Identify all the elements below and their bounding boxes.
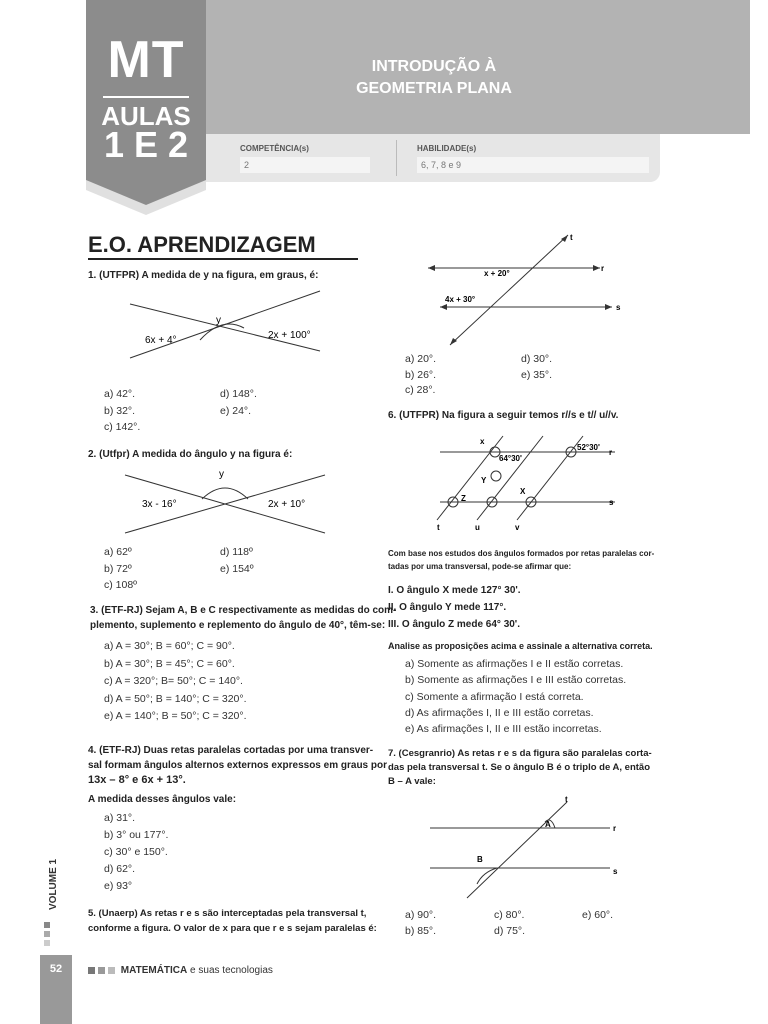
q6-option-b[interactable]: b) Somente as afirmações I e III estão corretas. [405,674,627,687]
q4-stem-line-4: A medida desses ângulos vale: [88,794,237,805]
subject-code: MT [107,31,185,89]
q6-instruction: Analise as proposições acima e assinale a alternativa correta. [388,641,653,651]
q1-option-e[interactable]: e) 24°. [220,404,252,417]
q6-option-a[interactable]: a) Somente as afirmações I e II estão corretas. [405,658,624,670]
q1-label-y: y [216,315,221,326]
q2-option-b[interactable]: b) 72º [104,562,132,575]
q5-label-t: t [570,233,573,242]
q7-label-s: s [613,867,618,876]
q3-option-c[interactable]: c) A = 320°; B= 50°; C = 140°. [104,675,243,687]
q1-option-a[interactable]: a) 42°. [104,388,136,400]
habilidade-label: HABILIDADE(s) [417,144,477,153]
chapter-title-line-2: GEOMETRIA PLANA [356,80,512,97]
q6-statements [388,582,521,633]
q3-option-a[interactable]: a) A = 30°; B = 60°; C = 90°. [104,640,235,652]
q6-label-Y: Y [481,476,487,485]
q6-figure [425,430,630,535]
question-4-stem [88,743,387,807]
question-1-stem: 1. (UTFPR) A medida de y na figura, em graus, é: [88,270,319,281]
q5-option-c[interactable]: c) 28°. [405,384,436,396]
q7-stem-line-2: das pela transversal t. Se o ângulo B é o triplo de A, então [388,762,651,773]
volume-label: VOLUME 1 [48,858,59,910]
q6-label-u: u [475,523,480,532]
competencia-value: 2 [240,157,370,173]
q3-stem-line-2: plemento, suplemento e replemento do ângulo de 40°, têm-se: [90,620,386,631]
q4-stem-line-2: sal formam ângulos alternos externos expressos em graus por [88,760,387,771]
q2-label-right: 2x + 10° [268,499,306,510]
question-3-stem [90,603,396,633]
q5-stem-line-1: 5. (Unaerp) As retas r e s são interceptadas pela transversal t, [88,908,367,919]
footer-subject [88,965,273,976]
q1-option-b[interactable]: b) 32°. [104,404,136,417]
section-rule [88,258,358,260]
q7-label-r: r [613,824,617,833]
competencia-label: COMPETÊNCIA(s) [240,144,309,153]
q6-statement-3: III. O ângulo Z mede 64° 30'. [388,619,520,630]
q2-option-d[interactable]: d) 118º [220,546,253,558]
q6-intro-line-2: tadas por uma transversal, pode-se afirmar que: [388,562,572,571]
q7-figure [425,790,630,900]
q7-option-a[interactable]: a) 90°. [405,909,437,921]
page-number: 52 [49,963,63,975]
q2-options-col2 [220,544,254,577]
chapter-title [300,56,568,100]
q4-stem-line-1: 4. (ETF-RJ) Duas retas paralelas cortadas por uma transver- [88,745,374,756]
q3-stem-line-1: 3. (ETF-RJ) Sejam A, B e C respectivamente as medidas do com- [90,605,397,616]
footer-subject-rest: e suas tecnologias [187,965,273,976]
q4-option-b[interactable]: b) 3° ou 177°. [104,829,169,841]
q5-figure [420,230,630,350]
q6-option-e[interactable]: e) As afirmações I, II e III estão incorretas. [405,723,602,736]
q6-label-a1: 64°30' [499,454,522,463]
q5-option-a[interactable]: a) 20°. [405,353,437,365]
q7-options-col2 [494,907,525,939]
q3-option-d[interactable]: d) A = 50°; B = 140°; C = 320°. [104,692,247,705]
question-7-stem [388,747,652,789]
q7-option-b[interactable]: b) 85°. [405,925,437,937]
q2-option-a[interactable]: a) 62º [104,546,132,558]
q5-stem-line-2: conforme a figura. O valor de x para que r e s sejam paralelas é: [88,923,377,934]
q5-option-b[interactable]: b) 26°. [405,368,437,381]
lessons-label: AULAS [101,101,191,131]
q5-options-col2 [521,352,552,383]
q7-label-A: A [545,820,551,829]
q6-label-X: X [520,487,526,496]
q7-stem-line-3: B – A vale: [388,776,436,787]
q6-label-t: t [437,523,440,532]
q4-stem-line-3: 13x – 8° e 6x + 13°. [88,774,186,786]
badge-divider [103,96,189,98]
q2-figure [120,463,330,543]
question-5-stem [88,906,377,936]
q6-label-v: v [515,523,520,532]
q2-label-y: y [219,469,224,480]
q3-option-b[interactable]: b) A = 30°; B = 45°; C = 60°. [104,657,235,670]
q1-figure [120,286,330,366]
q6-options [405,656,626,737]
q7-option-d[interactable]: d) 75°. [494,925,526,937]
q1-option-d[interactable]: d) 148°. [220,388,257,400]
q7-option-c[interactable]: c) 80°. [494,909,525,921]
question-6-stem: 6. (UTFPR) Na figura a seguir temos r//s e t// u//v. [388,410,619,421]
question-2-stem: 2. (Utfpr) A medida do ângulo y na figura é: [88,449,293,460]
q4-option-c[interactable]: c) 30° e 150°. [104,846,168,858]
q6-label-s: s [609,498,614,507]
q4-option-e[interactable]: e) 93° [104,880,133,892]
q4-option-a[interactable]: a) 31°. [104,812,136,824]
q5-option-e[interactable]: e) 35°. [521,368,553,381]
q4-option-d[interactable]: d) 62°. [104,863,136,875]
q6-intro-line-1: Com base nos estudos dos ângulos formados por retas paralelas cor- [388,549,655,558]
q3-option-e[interactable]: e) A = 140°; B = 50°; C = 320°. [104,710,247,722]
q2-option-e[interactable]: e) 154º [220,562,254,575]
footer-subject-name: MATEMÁTICA [120,965,188,976]
q2-option-c[interactable]: c) 108º [104,579,138,591]
q5-label-r: r [601,264,605,273]
habilidade-value: 6, 7, 8 e 9 [417,157,649,173]
q6-statement-2: II. O ângulo Y mede 117°. [388,602,507,613]
q4-options [104,810,168,895]
q1-option-c[interactable]: c) 142°. [104,421,141,433]
q6-label-a2: 52°30' [577,443,600,452]
q1-label-right: 2x + 100° [268,330,311,341]
q3-options [104,638,246,726]
info-divider [396,140,397,176]
q6-option-c[interactable]: c) Somente a afirmação I está correta. [405,690,584,703]
q7-stem-line-1: 7. (Cesgranrio) As retas r e s da figura são paralelas corta- [388,748,652,759]
q6-option-d[interactable]: d) As afirmações I, II e III estão corretas. [405,706,594,719]
q5-label-top: x + 20° [484,269,510,278]
q7-label-t: t [565,795,568,804]
q2-label-left: 3x - 16° [142,499,177,510]
q6-label-r: r [609,448,613,457]
q7-options-col3 [582,907,613,923]
q7-options-col1 [405,907,436,939]
q2-options-col1 [104,544,137,594]
q6-intro [388,547,654,573]
chapter-title-line-1: INTRODUÇÃO À [371,58,497,75]
section-title: E.O. APRENDIZAGEM [88,232,316,257]
q1-label-left: 6x + 4° [145,335,177,346]
lessons-numbers: 1 E 2 [103,124,189,165]
q6-statement-1: I. O ângulo X mede 127° 30'. [388,585,521,596]
q5-option-d[interactable]: d) 30°. [521,353,553,365]
q1-options-col2 [220,386,257,419]
q5-label-s: s [616,303,621,312]
q1-options-col1 [104,386,140,436]
q7-label-B: B [477,855,483,864]
volume-squares [44,922,50,946]
q6-label-Z: Z [461,494,466,503]
q7-option-e[interactable]: e) 60°. [582,909,614,921]
q5-label-bottom: 4x + 30° [445,295,476,304]
q6-label-x: x [480,437,485,446]
q5-options-col1 [405,352,436,399]
